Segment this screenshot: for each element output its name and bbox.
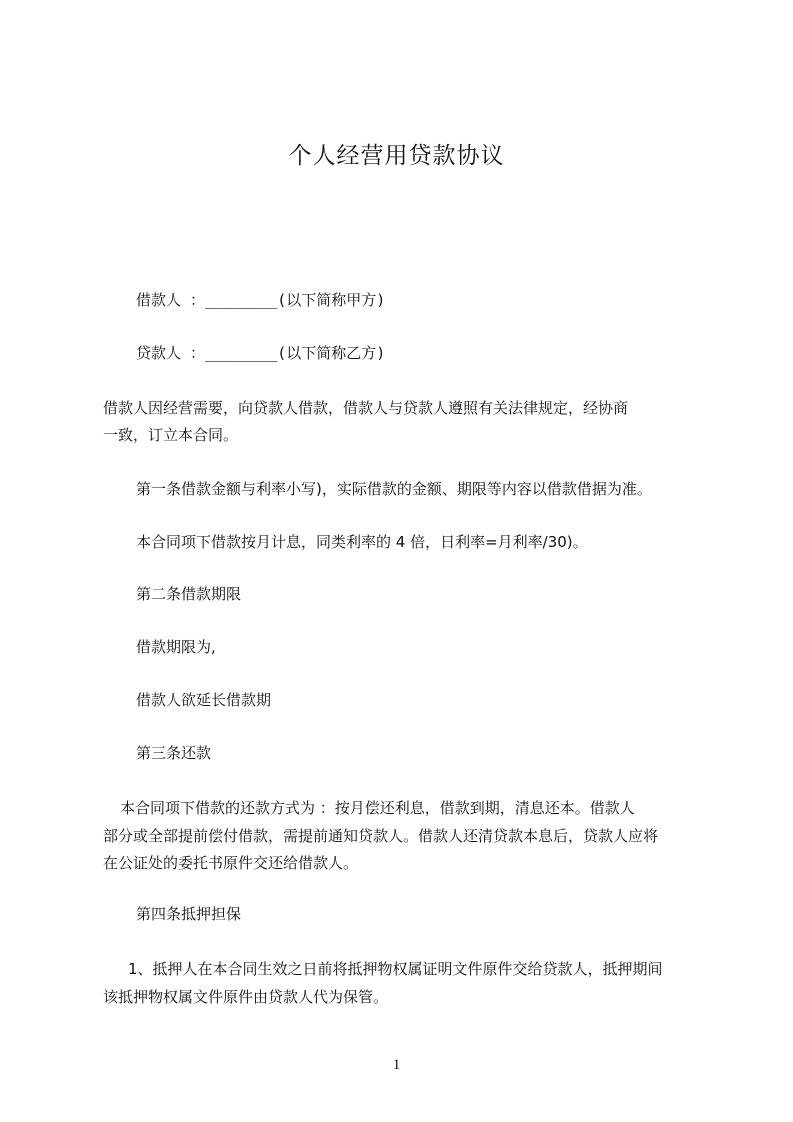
article-3-paragraph-line-1: 本合同项下借款的还款方式为 ：按月偿还利息，借款到期，清息还本。借款人 [120,799,635,817]
article-1-interest-text: 本合同项下借款按月计息，同类利率的 4 倍，日利率=月利率/30)。 [136,533,588,551]
borrower-line: 借款人 ：________(以下简称甲方) [136,291,386,309]
page-number: 1 [392,1057,401,1073]
article-3-paragraph-line-3: 在公证处的委托书原件交还给借款人。 [103,854,359,872]
intro-paragraph-line-1: 借款人因经营需要，向贷款人借款，借款人与贷款人遵照有关法律规定，经协商 [103,399,629,417]
article-2-extension-text: 借款人欲延长借款期 [136,691,272,709]
article-4-paragraph-line-1: 1、抵押人在本合同生效之日前将抵押物权属证明文件原件交给贷款人，抵押期间 [128,960,663,978]
article-1-text: 第一条借款金额与利率小写)，实际借款的金额、期限等内容以借款借据为准。 [136,480,652,498]
intro-paragraph-line-2: 一致，订立本合同。 [103,426,239,444]
article-3-paragraph-line-2: 部分或全部提前偿付借款，需提前通知贷款人。借款人还清贷款本息后，贷款人应将 [103,827,659,845]
article-4-paragraph-line-2: 该抵押物权属文件原件由贷款人代为保管。 [103,988,389,1006]
document-title: 个人经营用贷款协议 [288,143,505,169]
lender-line: 贷款人 ：________(以下简称乙方) [136,344,386,362]
article-2-heading: 第二条借款期限 [136,585,242,603]
article-4-heading: 第四条抵押担保 [136,905,242,923]
article-2-term-text: 借款期限为, [136,638,216,656]
article-3-heading: 第三条还款 [136,744,212,762]
